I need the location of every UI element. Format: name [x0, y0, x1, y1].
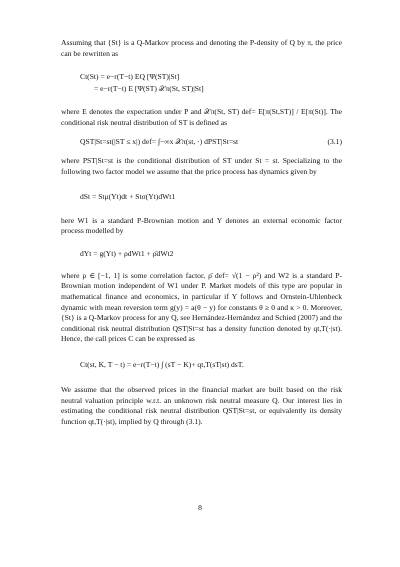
paragraph-correlation: where ρ ∈ [−1, 1] is some correlation factor, ρ̄ def= √(1 − ρ²) and W2 is a standard P-Brownian motion independent of W1 under P. Market models of this type are popular in mathematical finance and economics, in particular if Y follows and Ornstein-Uhlenbeck dynamic with mean reversion term g(y) = a(θ − y) for constants θ ≥ 0 and κ > 0. Moreover, {St} is a Q-Markov process for any Q, see Hernández-Hernández and Schied (2007) and the conditional risk neutral distribution QST|St=st has a density function denoted by qt,T(·|st). Hence, the call prices C can be expressed as — [61, 270, 342, 344]
equation-price-dynamics — [61, 191, 342, 203]
equation-line-1: Ct(St) = e−r(T−t) EQ [Ψ(ST)|St] — [80, 72, 180, 82]
equation-line-2: = e−r(T−t) E [Ψ(ST) 𝒳π(St, ST)|St] — [94, 84, 204, 94]
equation-C: Ct(st, K, T − t) = e−r(T−t) ∫ (sT − K)+ qt,T(sT|st) dsT. — [80, 359, 244, 369]
paragraph-closing: We assume that the observed prices in the financial market are built based on the risk neutral valuation principle w.r.t. an unknown risk neutral measure Q. Our interest lies in estimating the conditional risk neutral distribution QST|St=st, or equivalently its density function qt,T(·|st), implied by Q through (3.1). — [61, 384, 342, 426]
paragraph-two-factor-model: where PST|St=st is the conditional distribution of ST under St = st. Specializing to the following two factor model we assume that the price process has dynamics given by — [61, 156, 342, 176]
equation-dS: dSt = Stμ(Yt)dt + Stσ(Yt)dWt1 — [80, 191, 176, 201]
equation-risk-neutral-distribution: QST|St=st(|ST ≤ x|) def= ∫−∞x 𝒳π(st, ·) dPST|St=st — [80, 137, 239, 147]
equation-call-price-rewrite — [61, 71, 342, 95]
paragraph-brownian-motion: here W1 is a standard P-Brownian motion and Y denotes an external economic factor process modelled by — [61, 215, 342, 236]
equation-factor-dynamics — [61, 248, 342, 260]
equation-number: (3.1) — [327, 137, 342, 147]
paragraph-expectation-definition: where E denotes the expectation under P and 𝒳π(St, ST) def= E[π(St,ST)] / E[π(St)]. The conditional risk neutral distribution of ST is defined as — [61, 107, 342, 127]
equation-call-price-density — [61, 359, 342, 371]
equation-3-1 — [61, 136, 342, 148]
equation-dY: dYt = g(Yt) + ρdWt1 + ρ̄dWt2 — [80, 248, 174, 258]
page-number: 8 — [198, 503, 202, 512]
paragraph-intro: Assuming that {St} is a Q-Markov process and denoting the P-density of Q by π, the price can be rewritten as — [61, 38, 342, 58]
